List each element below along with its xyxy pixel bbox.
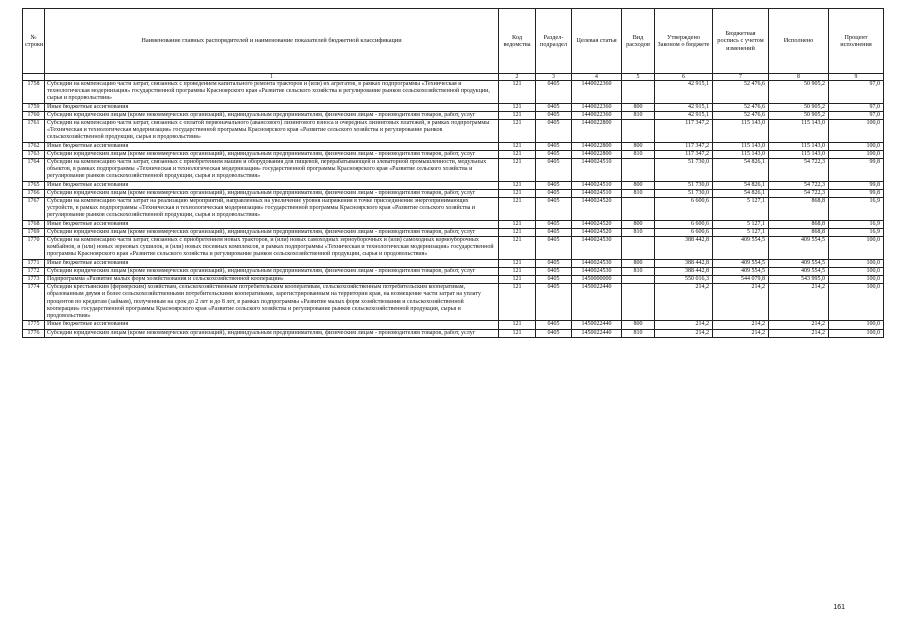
table-row [23,120,884,143]
table-row [23,228,884,236]
row-utv: 51 730,0 [655,189,713,197]
row-vid [622,120,655,143]
row-rosp: 5 127,1 [713,228,769,236]
table-row [23,81,884,104]
row-razd: 0405 [536,103,572,111]
row-rosp: 115 143,0 [713,150,769,158]
table-row [23,321,884,329]
row-isp: 50 905,2 [769,111,829,119]
row-ved: 121 [499,329,536,337]
row-number: 1765 [23,181,45,189]
row-utv: 550 016,3 [655,276,713,284]
col-header-ved: Код ведомства [499,9,536,74]
row-proc: 16,9 [829,198,884,221]
row-ved: 121 [499,321,536,329]
row-vid: 810 [622,111,655,119]
col-header-razd: Раздел-подраздел [536,9,572,74]
row-name: Субсидии юридическим лицам (кроме некоммерческих организаций), индивидуальным предпринимателям, физическим лицам - производителям товаров, работ, услуг [45,111,499,119]
row-utv: 42 915,1 [655,103,713,111]
row-vid: 810 [622,189,655,197]
row-name: Субсидии на компенсацию части затрат, связанных с приобретением новых тракторов, и (или) новых самоходных зерноуборочных и (или) самоходных кормоуборочных комбайнов, и (или) новых зерновых сушилок, и (или) новых посевных комплексов, в рамках подпрограммы «Техническая и технологическая модернизация» государственной программы Красноярского края «Развитие сельского хозяйства и регулирование рынков сельскохозяйственной продукции, сырья и продовольствия» [45,237,499,260]
row-utv: 51 730,0 [655,181,713,189]
column-number-row [23,74,884,81]
row-razd: 0405 [536,237,572,260]
colnum: 6 [655,74,713,81]
row-ved: 121 [499,220,536,228]
row-proc: 100,0 [829,329,884,337]
row-isp: 115 143,0 [769,150,829,158]
row-rosp: 54 826,1 [713,189,769,197]
row-utv: 214,2 [655,329,713,337]
row-ved: 121 [499,111,536,119]
table-row [23,220,884,228]
row-cel: 1440022360 [572,111,622,119]
row-name: Субсидии юридическим лицам (кроме некоммерческих организаций), индивидуальным предпринимателям, физическим лицам - производителям товаров, работ, услуг [45,150,499,158]
row-isp: 115 143,0 [769,142,829,150]
row-number: 1769 [23,228,45,236]
row-utv: 214,2 [655,284,713,321]
row-cel: 1440024510 [572,189,622,197]
row-utv: 42 915,1 [655,81,713,104]
row-number: 1770 [23,237,45,260]
row-cel: 1450022440 [572,321,622,329]
row-ved: 121 [499,267,536,275]
colnum: 2 [499,74,536,81]
row-proc: 99,8 [829,159,884,182]
row-vid [622,198,655,221]
row-rosp: 409 554,5 [713,267,769,275]
row-cel: 1440022360 [572,103,622,111]
row-ved: 121 [499,259,536,267]
row-proc: 100,0 [829,321,884,329]
row-number: 1771 [23,259,45,267]
row-number: 1774 [23,284,45,321]
row-utv: 6 600,6 [655,220,713,228]
row-utv: 117 347,2 [655,120,713,143]
row-utv: 117 347,2 [655,142,713,150]
row-vid: 800 [622,103,655,111]
row-cel: 1440022800 [572,142,622,150]
table-row [23,142,884,150]
row-rosp: 52 476,6 [713,111,769,119]
table-row [23,267,884,275]
row-number: 1761 [23,120,45,143]
row-proc: 97,0 [829,103,884,111]
row-name: Иные бюджетные ассигнования [45,181,499,189]
row-proc: 97,0 [829,81,884,104]
row-ved: 121 [499,81,536,104]
row-name: Иные бюджетные ассигнования [45,103,499,111]
row-rosp: 115 143,0 [713,142,769,150]
col-header-proc: Процент исполнения [829,9,884,74]
row-razd: 0405 [536,228,572,236]
row-cel: 1440024520 [572,220,622,228]
row-utv: 388 442,8 [655,267,713,275]
row-cel: 1440024520 [572,228,622,236]
row-isp: 115 143,0 [769,120,829,143]
row-name: Иные бюджетные ассигнования [45,259,499,267]
row-number: 1760 [23,111,45,119]
row-proc: 100,0 [829,150,884,158]
row-utv: 117 347,2 [655,150,713,158]
row-proc: 100,0 [829,237,884,260]
page-number: 161 [833,604,845,611]
row-razd: 0405 [536,284,572,321]
row-cel: 1440022800 [572,150,622,158]
row-cel: 1440024530 [572,259,622,267]
row-name: Подпрограмма «Развитие малых форм хозяйствования и сельскохозяйственной кооперации» [45,276,499,284]
row-vid: 800 [622,142,655,150]
col-header-num: № строки [23,9,45,74]
row-ved: 121 [499,120,536,143]
row-name: Иные бюджетные ассигнования [45,321,499,329]
row-isp: 868,8 [769,220,829,228]
row-isp: 409 554,5 [769,259,829,267]
row-proc: 100,0 [829,142,884,150]
row-rosp: 214,2 [713,321,769,329]
row-razd: 0405 [536,220,572,228]
row-proc: 97,0 [829,111,884,119]
row-number: 1773 [23,276,45,284]
table-row [23,259,884,267]
row-razd: 0405 [536,150,572,158]
row-rosp: 54 826,1 [713,159,769,182]
row-number: 1776 [23,329,45,337]
row-isp: 54 722,3 [769,189,829,197]
table-row [23,284,884,321]
row-utv: 51 730,0 [655,159,713,182]
row-rosp: 54 826,1 [713,181,769,189]
row-number: 1758 [23,81,45,104]
row-proc: 100,0 [829,267,884,275]
col-header-cel: Целевая статья [572,9,622,74]
colnum: 9 [829,74,884,81]
row-razd: 0405 [536,81,572,104]
row-isp: 50 905,2 [769,103,829,111]
row-utv: 42 915,1 [655,111,713,119]
row-name: Субсидии на компенсацию части затрат, связанных с приобретением машин и оборудования для пищевой, перерабатывающей и элеваторной промышленности, модульных объектов, в рамках подпрограммы «Техническая и технологическая модернизация» государственной программы Красноярского края «Развитие сельского хозяйства и регулирование рынков сельскохозяйственной продукции, сырья и продовольствия» [45,159,499,182]
row-proc: 99,8 [829,189,884,197]
row-isp: 868,8 [769,198,829,221]
col-header-name: Наименование главных распорядителей и наименование показателей бюджетной классификации [45,9,499,74]
row-vid: 810 [622,329,655,337]
row-razd: 0405 [536,159,572,182]
row-name: Субсидии на компенсацию части затрат на реализацию мероприятий, направленных на увеличение уровня напряжения в точке присоединения энергопринимающих устройств, в рамках подпрограммы «Техническая и технологическая модернизация» государственной программы Красноярского края «Развитие сельского хозяйства и регулирование рынков сельскохозяйственной продукции, сырья и продовольствия» [45,198,499,221]
col-header-rosp: Бюджетная роспись с учетом изменений [713,9,769,74]
row-name: Субсидии на компенсацию части затрат, связанных с проведением капитального ремонта тракторов и (или) их агрегатов, в рамках подпрограммы «Техническая и технологическая модернизация» государственной программы Красноярского края «Развитие сельского хозяйства и регулирование рынков сельскохозяйственной продукции, сырья и продовольствия» [45,81,499,104]
budget-table-sheet [22,8,883,338]
table-row [23,103,884,111]
row-cel: 1450022440 [572,284,622,321]
row-vid [622,159,655,182]
row-vid: 800 [622,321,655,329]
row-number: 1759 [23,103,45,111]
row-cel: 1450000000 [572,276,622,284]
row-number: 1767 [23,198,45,221]
row-cel: 1450022440 [572,329,622,337]
table-row [23,159,884,182]
table-row [23,181,884,189]
row-cel: 1440022800 [572,120,622,143]
row-vid: 800 [622,259,655,267]
colnum [23,74,45,81]
table-row [23,111,884,119]
row-utv: 214,2 [655,321,713,329]
row-rosp: 544 079,8 [713,276,769,284]
row-rosp: 5 127,1 [713,220,769,228]
row-cel: 1440024510 [572,181,622,189]
table-row [23,276,884,284]
row-name: Субсидии юридическим лицам (кроме некоммерческих организаций), индивидуальным предпринимателям, физическим лицам - производителям товаров, работ, услуг [45,329,499,337]
row-cel: 1440024530 [572,267,622,275]
row-razd: 0405 [536,120,572,143]
row-number: 1762 [23,142,45,150]
row-razd: 0405 [536,321,572,329]
table-row [23,237,884,260]
row-rosp: 5 127,1 [713,198,769,221]
row-isp: 214,2 [769,329,829,337]
row-rosp: 52 476,6 [713,81,769,104]
row-vid: 800 [622,220,655,228]
row-cel: 1440024520 [572,198,622,221]
row-razd: 0405 [536,111,572,119]
row-name: Субсидии юридическим лицам (кроме некоммерческих организаций), индивидуальным предпринимателям, физическим лицам - производителям товаров, работ, услуг [45,228,499,236]
row-ved: 121 [499,237,536,260]
header-row [23,9,884,74]
row-name: Субсидии юридическим лицам (кроме некоммерческих организаций), индивидуальным предпринимателям, физическим лицам - производителям товаров, работ, услуг [45,189,499,197]
row-vid: 810 [622,228,655,236]
row-proc: 100,0 [829,120,884,143]
row-ved: 121 [499,228,536,236]
colnum: 5 [622,74,655,81]
table-row [23,198,884,221]
row-number: 1768 [23,220,45,228]
row-vid [622,276,655,284]
row-ved: 121 [499,142,536,150]
row-razd: 0405 [536,276,572,284]
row-razd: 0405 [536,189,572,197]
colnum: 3 [536,74,572,81]
row-proc: 100,0 [829,276,884,284]
row-isp: 214,2 [769,321,829,329]
row-cel: 1440022360 [572,81,622,104]
row-rosp: 409 554,5 [713,259,769,267]
row-proc: 16,9 [829,228,884,236]
row-utv: 6 600,6 [655,198,713,221]
row-isp: 409 554,5 [769,267,829,275]
table-row [23,150,884,158]
row-number: 1772 [23,267,45,275]
row-number: 1763 [23,150,45,158]
row-razd: 0405 [536,259,572,267]
row-rosp: 214,2 [713,284,769,321]
row-ved: 121 [499,284,536,321]
row-name: Иные бюджетные ассигнования [45,142,499,150]
row-isp: 409 554,5 [769,237,829,260]
row-isp: 214,2 [769,284,829,321]
row-vid [622,81,655,104]
row-cel: 1440024530 [572,237,622,260]
colnum: 4 [572,74,622,81]
row-utv: 6 600,6 [655,228,713,236]
row-isp: 54 722,3 [769,159,829,182]
row-ved: 121 [499,150,536,158]
row-ved: 121 [499,103,536,111]
row-rosp: 409 554,5 [713,237,769,260]
table-row [23,329,884,337]
row-proc: 100,0 [829,284,884,321]
row-proc: 100,0 [829,259,884,267]
table-body [23,81,884,338]
colnum: 1 [45,74,499,81]
row-rosp: 52 476,6 [713,103,769,111]
budget-table [22,8,884,338]
row-proc: 16,9 [829,220,884,228]
row-vid: 810 [622,150,655,158]
row-rosp: 115 143,0 [713,120,769,143]
row-vid: 810 [622,267,655,275]
row-utv: 388 442,8 [655,259,713,267]
row-proc: 99,8 [829,181,884,189]
table-row [23,189,884,197]
row-ved: 121 [499,181,536,189]
row-razd: 0405 [536,267,572,275]
row-razd: 0405 [536,142,572,150]
row-ved: 121 [499,198,536,221]
colnum: 7 [713,74,769,81]
row-number: 1775 [23,321,45,329]
row-isp: 868,8 [769,228,829,236]
row-number: 1766 [23,189,45,197]
row-ved: 121 [499,189,536,197]
row-isp: 50 905,2 [769,81,829,104]
row-ved: 121 [499,276,536,284]
row-name: Субсидии крестьянским (фермерским) хозяйствам, сельскохозяйственным потребительским кооперативам, сельскохозяйственным потребительским кооперативам, образованным двумя и более сельскохозяйственными потребительскими кооперативами, зарегистрированным на территории края, на возмещение части затрат на уплату процентов по кредитам (займам), полученным на срок до 2 лет и до 8 лет, в рамках подпрограммы «Развитие малых форм хозяйствования и сельскохозяйственной кооперации» государственной программы Красноярского края «Развитие сельского хозяйства и регулирование рынков сельскохозяйственной продукции, сырья и продовольствия» [45,284,499,321]
row-vid [622,237,655,260]
row-rosp: 214,2 [713,329,769,337]
row-name: Иные бюджетные ассигнования [45,220,499,228]
row-name: Субсидии юридическим лицам (кроме некоммерческих организаций), индивидуальным предпринимателям, физическим лицам - производителям товаров, работ, услуг [45,267,499,275]
row-razd: 0405 [536,329,572,337]
row-utv: 388 442,8 [655,237,713,260]
row-vid: 800 [622,181,655,189]
row-number: 1764 [23,159,45,182]
col-header-utv: Утверждено Законом о бюджете [655,9,713,74]
col-header-isp: Исполнено [769,9,829,74]
row-isp: 54 722,3 [769,181,829,189]
col-header-vid: Вид расходов [622,9,655,74]
row-vid [622,284,655,321]
row-razd: 0405 [536,181,572,189]
row-isp: 543 995,0 [769,276,829,284]
row-cel: 1440024510 [572,159,622,182]
row-name: Субсидии на компенсацию части затрат, связанных с оплатой первоначального (авансового) лизингового взноса и очередных лизинговых платежей, в рамках подпрограммы «Техническая и технологическая модернизация» государственной программы Красноярского края «Развитие сельского хозяйства и регулирование рынков сельскохозяйственной продукции, сырья и продовольствия» [45,120,499,143]
row-ved: 121 [499,159,536,182]
row-razd: 0405 [536,198,572,221]
colnum: 8 [769,74,829,81]
